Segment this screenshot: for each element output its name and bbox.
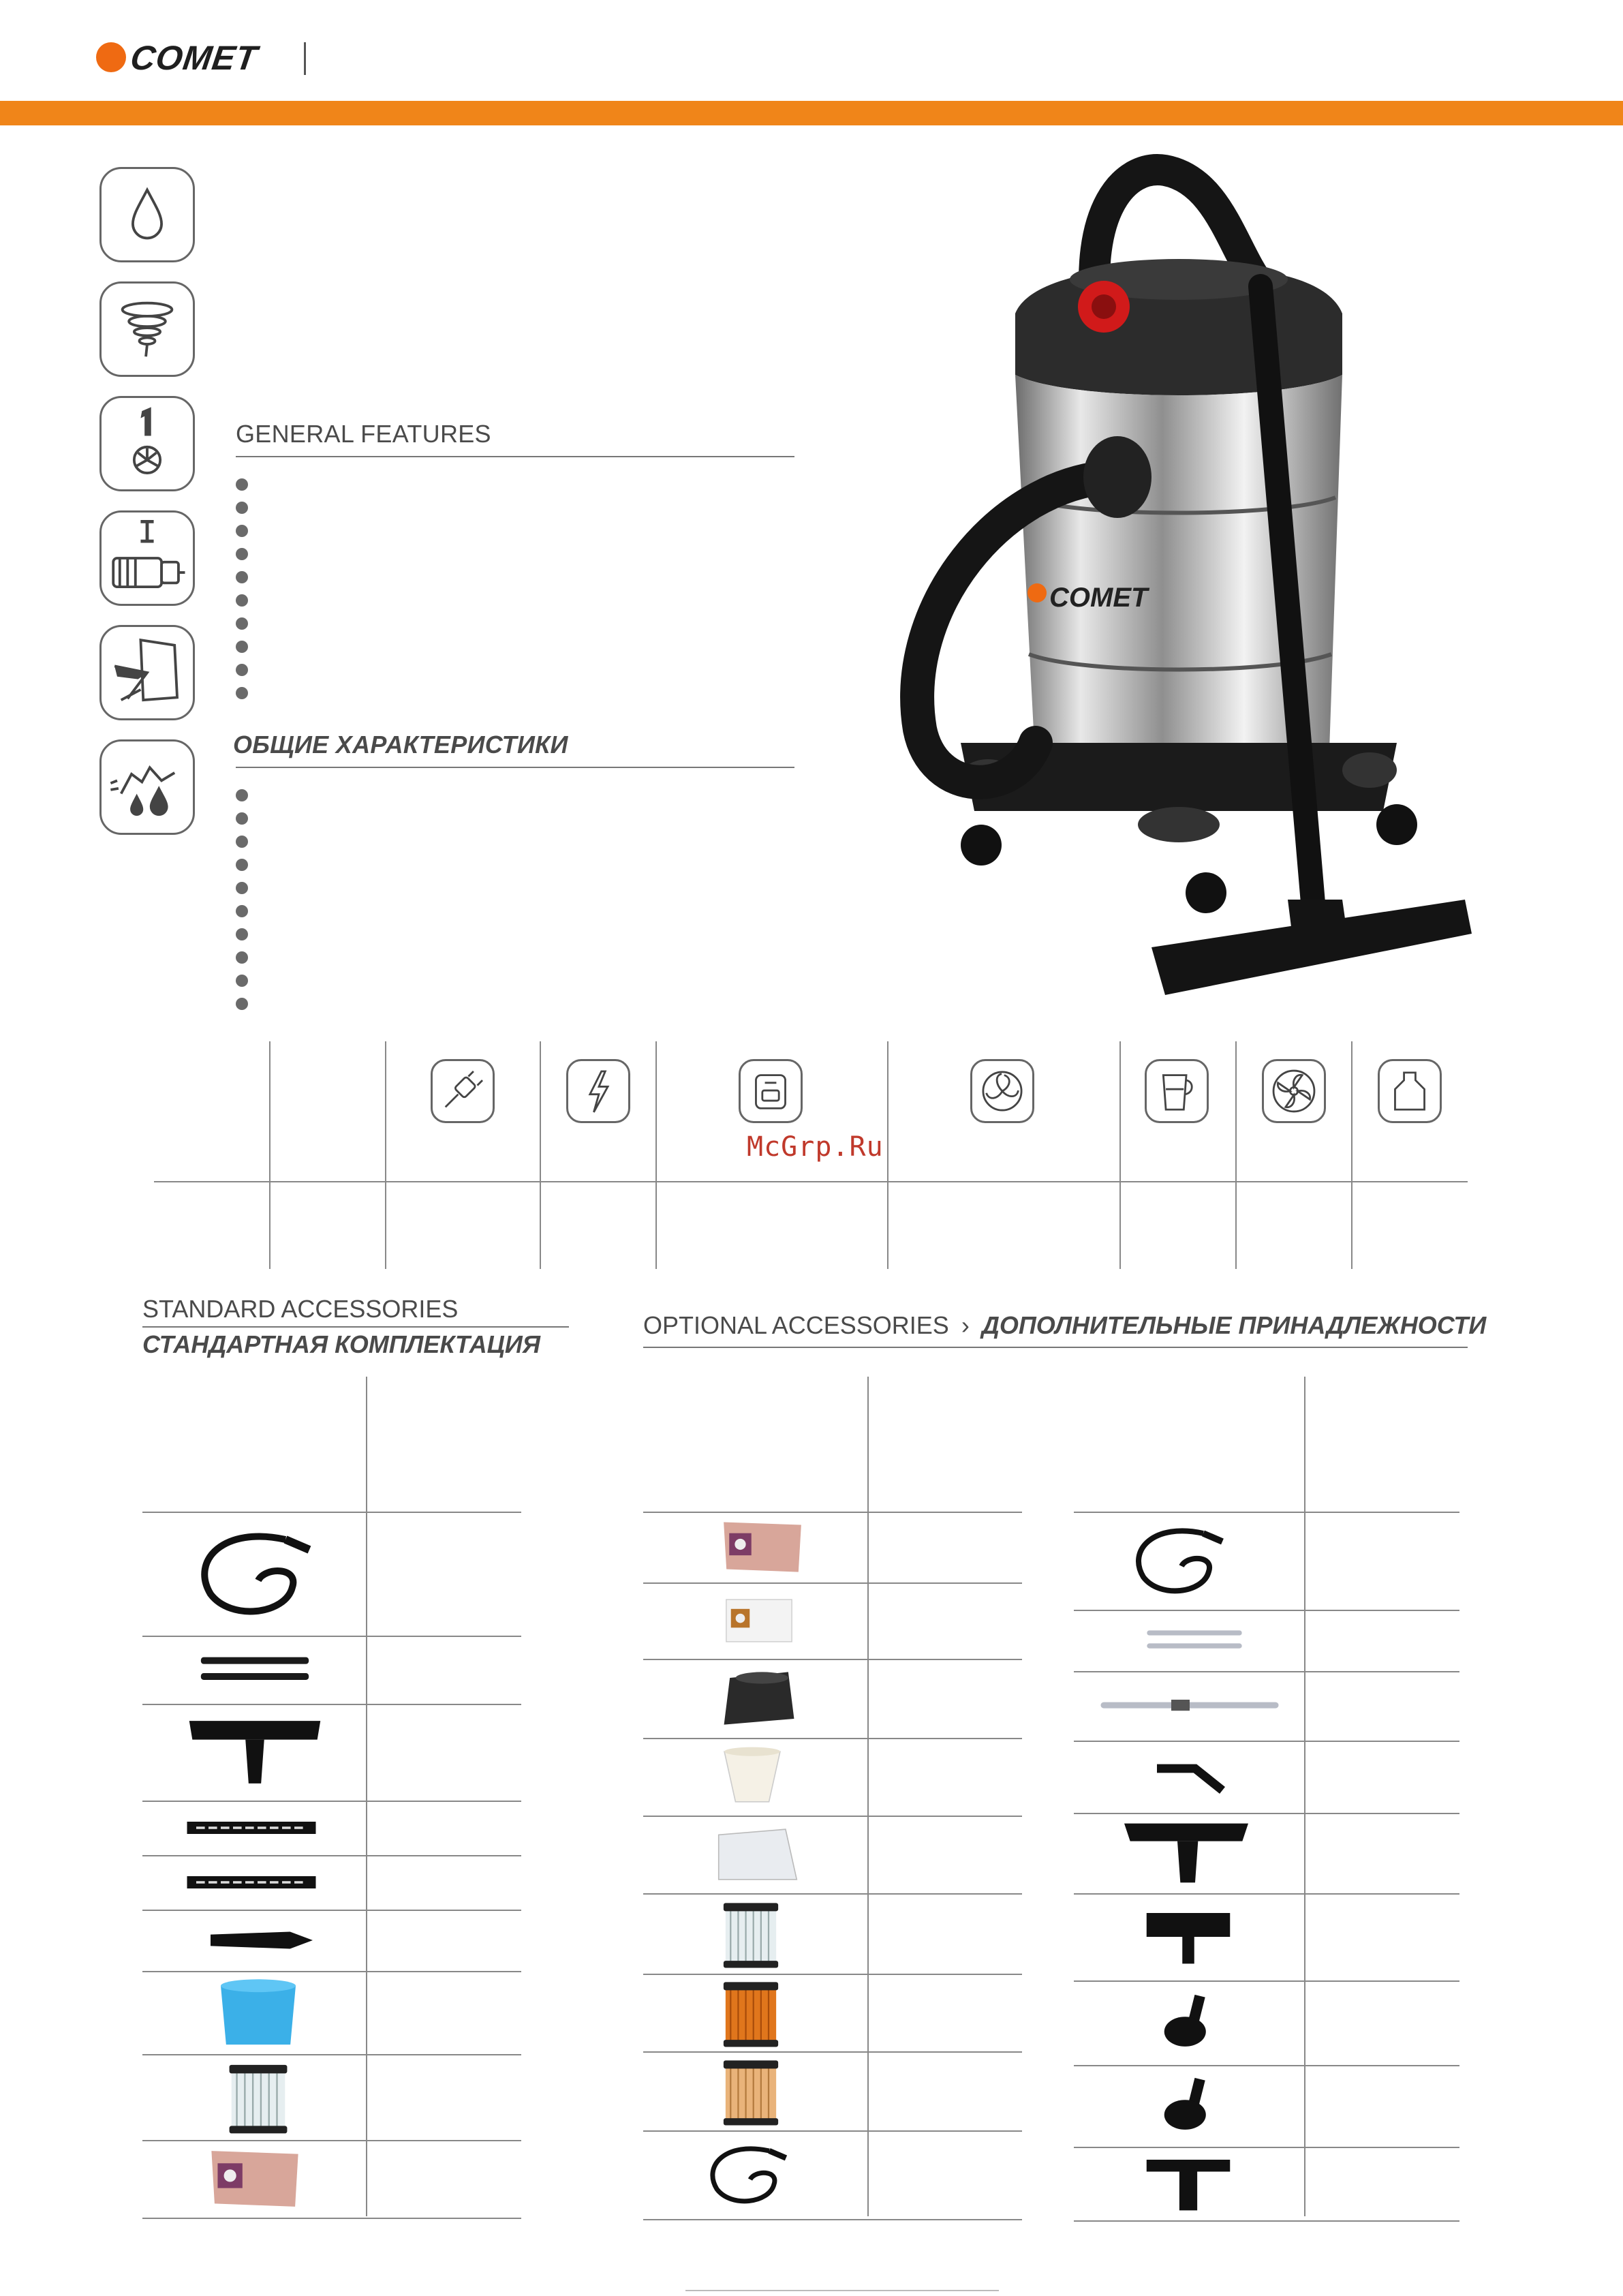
table-row-rule: [142, 1971, 521, 1972]
bullet-point: [236, 502, 248, 514]
bullet-point: [236, 859, 248, 871]
spec-table-col-7: [1235, 1041, 1237, 1269]
bullet-point: [236, 478, 248, 491]
spec-table-col-5: [887, 1041, 888, 1269]
universal-motor-icon: [99, 510, 195, 606]
cartridge-accessory-image: [224, 2060, 292, 2134]
spec-table-col-3: [540, 1041, 541, 1269]
general-features-title: GENERAL FEATURES: [236, 420, 491, 448]
cartridgelight-accessory-image: [718, 2055, 784, 2126]
spec-table-col-8: [1351, 1041, 1352, 1269]
bullet-point: [236, 789, 248, 801]
standard-accessories-rule: [142, 1326, 569, 1328]
bullet-point: [236, 617, 248, 630]
bullet-point: [236, 812, 248, 825]
table-row-rule: [1074, 2220, 1459, 2222]
tank-jug-icon: [1145, 1059, 1209, 1123]
telescopic-accessory-image: [1087, 1694, 1292, 1718]
bullet-point: [236, 525, 248, 537]
slotted-accessory-image: [180, 1816, 323, 1840]
obshie-rule: [236, 767, 794, 768]
table-row-rule: [643, 2130, 1022, 2132]
table-row-rule: [643, 2219, 1022, 2220]
table-row-rule: [1074, 1741, 1459, 1742]
bullet-point: [236, 928, 248, 940]
table-row-rule: [142, 2054, 521, 2055]
bullet-point: [236, 905, 248, 917]
roundbrush-accessory-image: [1158, 2072, 1224, 2140]
general-features-rule: [236, 456, 794, 457]
optional-accessories-title-ru: ДОПОЛНИТЕЛЬНЫЕ ПРИНАДЛЕЖНОСТИ: [981, 1311, 1487, 1339]
canister-icon: [1378, 1059, 1442, 1123]
spec-table-col-1: [269, 1041, 270, 1269]
bullet-point: [236, 836, 248, 848]
slotted-accessory-image: [180, 1870, 323, 1895]
plug-icon: [431, 1059, 495, 1123]
std-table-vline: [366, 1377, 367, 2216]
hose-accessory-image: [698, 2134, 793, 2216]
svg-text:COMET: COMET: [1049, 583, 1148, 613]
cartridgeorange-accessory-image: [718, 1977, 784, 2048]
standard-accessories-title-en: STANDARD ACCESSORIES: [142, 1295, 459, 1323]
spec-table-col-4: [655, 1041, 657, 1269]
table-row-rule: [1074, 2065, 1459, 2066]
opt1-table-vline: [867, 1377, 869, 2216]
table-row-rule: [142, 1801, 521, 1802]
whitebag-accessory-image: [722, 1593, 797, 1648]
spec-table-header-rule: [154, 1181, 1468, 1182]
table-row-rule: [643, 1738, 1022, 1739]
tnozzle-accessory-image: [1141, 2151, 1236, 2216]
control-box-icon: [739, 1059, 803, 1123]
bullet-point: [236, 641, 248, 653]
floornozzle-accessory-image: [183, 1715, 326, 1790]
table-rule: [142, 1512, 521, 1513]
single-motor-icon: [99, 396, 195, 491]
paperbag-accessory-image: [718, 1516, 807, 1578]
lightning-icon: [566, 1059, 630, 1123]
table-row-rule: [142, 2140, 521, 2141]
bullet-point: [236, 998, 248, 1010]
smallnozzle-accessory-image: [1141, 1906, 1236, 1968]
widenozzle-accessory-image: [1115, 1818, 1258, 1888]
bullet-point: [236, 571, 248, 583]
title-separator: ›: [961, 1311, 970, 1339]
footer-line: [685, 2290, 999, 2291]
plasticbag-accessory-image: [710, 1824, 805, 1885]
table-row-rule: [643, 1582, 1022, 1584]
roundbrush-accessory-image: [1158, 1989, 1224, 2057]
table-row-rule: [1074, 1671, 1459, 1672]
optional-accessories-rule: [643, 1347, 1468, 1348]
watermark: McGrp.Ru: [747, 1131, 884, 1163]
fan-icon: [1262, 1059, 1326, 1123]
table-row-rule: [1074, 1980, 1459, 1982]
hose-accessory-image: [183, 1519, 320, 1628]
bullet-point: [236, 664, 248, 676]
cyclone-icon: [99, 281, 195, 377]
clothbag-accessory-image: [718, 1664, 800, 1732]
wet-dry-icon: [99, 739, 195, 835]
cartridge-accessory-image: [718, 1898, 784, 1969]
optional-accessories-title: [643, 1311, 1486, 1340]
water-drop-icon: [99, 167, 195, 262]
hose-accessory-image: [1122, 1516, 1231, 1605]
table-rule: [1074, 1512, 1459, 1513]
opt2-table-vline: [1304, 1377, 1305, 2216]
table-row-rule: [643, 1974, 1022, 1975]
table-row-rule: [142, 1636, 521, 1637]
table-row-rule: [142, 1855, 521, 1856]
table-row-rule: [142, 1910, 521, 1911]
standard-accessories-title-ru: СТАНДАРТНАЯ КОМПЛЕКТАЦИЯ: [142, 1330, 540, 1358]
foamfilter-accessory-image: [211, 1975, 306, 2050]
brand-logo: COMET: [128, 39, 260, 77]
header-orange-bar: [0, 101, 1623, 125]
table-row-rule: [1074, 1610, 1459, 1611]
table-row-rule: [142, 1704, 521, 1705]
table-row-rule: [643, 1816, 1022, 1817]
table-row-rule: [643, 1659, 1022, 1660]
optional-accessories-title-en: OPTIONAL ACCESSORIES: [643, 1311, 949, 1339]
crevice-accessory-image: [204, 1923, 320, 1957]
bullet-point: [236, 951, 248, 964]
paperfilter-accessory-image: [718, 1746, 786, 1807]
spec-table-col-6: [1119, 1041, 1121, 1269]
table-row-rule: [643, 2051, 1022, 2053]
filter-shaker-icon: [99, 625, 195, 720]
paperbag-accessory-image: [204, 2145, 306, 2213]
table-row-rule: [1074, 1813, 1459, 1814]
obshie-title: ОБЩИЕ ХАРАКТЕРИСТИКИ: [233, 731, 568, 759]
bullet-point: [236, 687, 248, 699]
table-row-rule: [1074, 2147, 1459, 2148]
brand-logo-dot: [96, 42, 126, 72]
header-divider: [304, 42, 306, 75]
table-row-rule: [1074, 1893, 1459, 1895]
tubes-accessory-image: [183, 1653, 326, 1687]
table-row-rule: [643, 1893, 1022, 1895]
vacuum-cleaner-image: [879, 143, 1485, 1029]
table-row-rule: [142, 2218, 521, 2219]
suction-spiral-icon: [970, 1059, 1034, 1123]
bullet-point: [236, 594, 248, 607]
bentnozzle-accessory-image: [1149, 1758, 1231, 1796]
bullet-point: [236, 975, 248, 987]
bullet-point: [236, 882, 248, 894]
chrometubes-accessory-image: [1123, 1625, 1266, 1655]
spec-table-col-2: [385, 1041, 386, 1269]
table-rule: [643, 1512, 1022, 1513]
bullet-point: [236, 548, 248, 560]
